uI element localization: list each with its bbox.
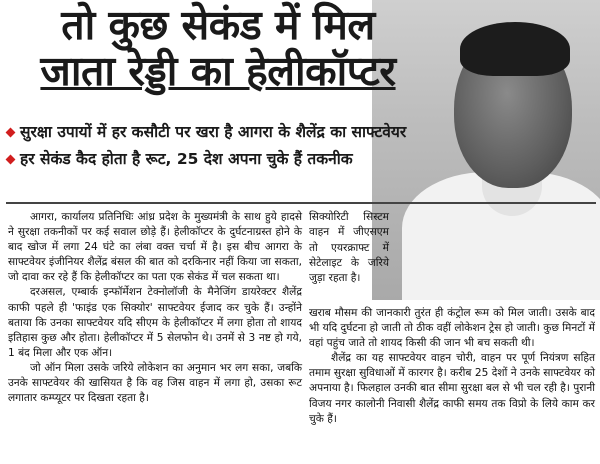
article-paragraph: जो ऑन मिला उसके जरिये लोकेशन का अनुमान भर लग सका, जबकि उनके साफ्टवेयर की खासियत है कि वह जिस वाहन में लगा हो, उसका रूट लगातार कम्प्यूटर पर दिखता रहता है। [8,361,302,405]
headline [8,2,428,94]
highlight-bullet-2: हर सेकंड कैद होता है रूट, 25 देश अपना चुके हैं तकनीक [6,149,476,170]
headline-line-1: तो कुछ सेकंड में मिल [61,1,375,49]
article-paragraph: आगरा, कार्यालय प्रतिनिधिः आंध्र प्रदेश के मुख्यमंत्री के साथ हुये हादसे ने सुरक्षा तकनीकों पर कई सवाल छोड़े हैं। हेलीकॉप्टर के दुर्घटनाग्रस्त होने के बाद खोज में लगा 24 घंटे का लंबा वक्त चर्चा में है। इस बीच आगरा के साफ्टवेयर इंजीनियर शैलेंद्र बंसल की बात को दरकिनार नहीं किया जा सकता, जो दावा कर रहे हैं कि हेलीकॉप्टर का पता एक सेकंड में चल सकता था। [8,211,302,284]
hair-shape [460,22,570,76]
article-paragraph: सिक्योरिटी सिस्टम वाहन में जीएसएम तो एयरक्राफ्ट में सेटेलाइट के जरिये जुड़ा रहता है। [309,211,389,285]
section-divider [6,202,596,204]
article-column-narrow [309,210,389,306]
article-column-right [309,306,595,460]
article-column-left [8,210,302,460]
highlights [6,122,476,170]
headline-line-2: जाता रेड्डी का हेलीकॉप्टर [40,47,396,95]
article-paragraph: दरअसल, एम्बार्क इन्फॉर्मेशन टेक्नोलॉजी के मैनेजिंग डायरेक्टर शैलेंद्र काफी पहले ही 'फाइंड एक सिक्योर' साफ्टवेयर ईजाद कर चुके हैं। उन्होंने बताया कि उनका साफ्टवेयर यदि सीएम के हेलीकॉप्टर में लगा होता तो शायद इतिहास कुछ और होता। हेलीकॉप्टर में 5 सेलफोन थे। उनमें से 3 नष्ट हो गये, 1 बंद मिला और एक ऑन। [8,286,302,359]
highlight-bullet-1: सुरक्षा उपायों में हर कसौटी पर खरा है आगरा के शैलेंद्र का साफ्टवेयर [6,122,476,143]
article-paragraph: खराब मौसम की जानकारी तुरंत ही कंट्रोल रूम को मिल जाती। उसके बाद भी यदि दुर्घटना हो जाती तो ठीक वहीं लोकेशन ट्रेस हो जाती। कुछ मिनटों में वहां पहुंच जाते तो शायद किसी की जान भी बच सकती थी। [309,307,595,350]
article-paragraph: शैलेंद्र का यह साफ्टवेयर वाहन चोरी, वाहन पर पूर्ण नियंत्रण सहित तमाम सुरक्षा सुविधाओं में कारगर है। करीब 25 देशों ने उनके साफ्टवेयर को अपनाया है। फिलहाल उनकी बात सीमा सुरक्षा बल से भी चल रही है। पुरानी विजय नगर कालोनी निवासी शैलेंद्र काफी समय तक विप्रो के लिये काम कर चुके हैं। [309,352,595,425]
